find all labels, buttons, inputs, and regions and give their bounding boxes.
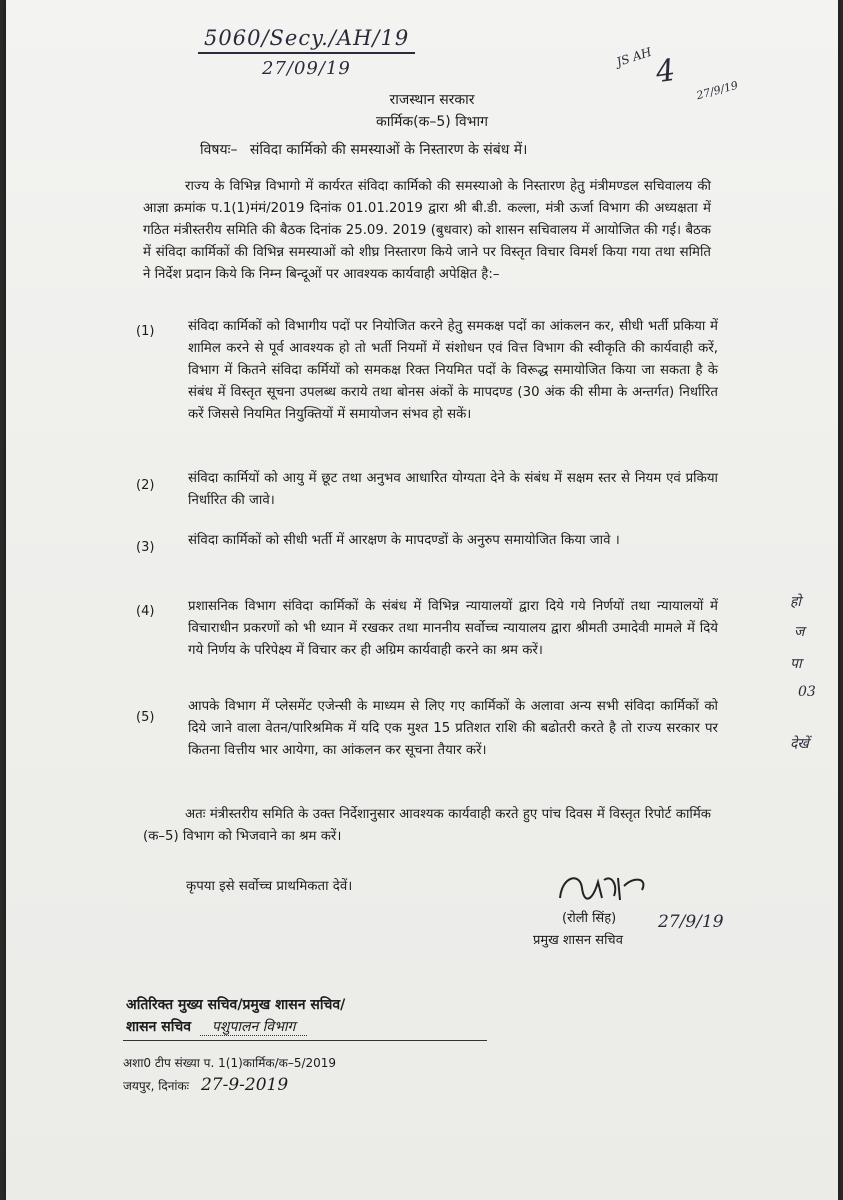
item-number: (4)	[136, 604, 155, 619]
handwritten-reference-date: 27/09/19	[262, 58, 351, 79]
endorsement-block	[123, 1052, 336, 1097]
corner-handwritten-note: JS AH	[614, 44, 654, 70]
margin-note: 03	[798, 684, 816, 700]
signatory-title: प्रमुख शासन सचिव	[533, 933, 623, 948]
endorsement-reference: अशा0 टीप संख्या प. 1(1)कार्मिक/क–5/2019	[123, 1056, 337, 1070]
intro-paragraph: राज्य के विभिन्न विभागो में कार्यरत संविदा कार्मिको की समस्याओ के निस्तारण हेतु मंत्रीमण्डल सचिवालय की आज्ञा क्रमांक प.1(1)मंमं/2019 दिनांक 01.01.2019 द्वारा श्री बी.डी. कल्ला, मंत्री ऊर्जा विभाग की अध्यक्षता में गठित मंत्रीस्तरीय समिति की बैठक दिनांक 25.09. 2019 (बुधवार) को शासन सचिवालय में आयोजित की गई। बैठक में संविदा कार्मिकों की विभिन्न समस्याओं को शीघ्र निस्तारण किये जाने पर विस्तृत विचार विमर्श किया गया तथा समिति ने निर्देश प्रदान किये कि निम्न बिन्दूओं पर आवश्यक कार्यवाही अपेक्षित है:–	[143, 179, 711, 282]
endorsement-place-date	[123, 1074, 336, 1097]
department-heading: कार्मिक(क–5) विभाग	[376, 114, 488, 130]
item-number: (5)	[136, 710, 155, 725]
signature-handwritten-date: 27/9/19	[658, 912, 724, 932]
place-date-label: जयपुर, दिनांकः	[123, 1079, 190, 1093]
handwritten-reference-number: 5060/Secy./AH/19	[198, 26, 415, 54]
item-text: संविदा कार्मिकों को विभागीय पदों पर नियोजित करने हेतु समकक्ष पदों का आंकलन कर, सीधी भर्ती प्रकिया में शामिल करने से पूर्व आवश्यक हो तो भर्ती नियमों में संशोधन एवं वित्त विभाग की स्वीकृति की कार्यवाही करें, विभाग में कितने संविदा कर्मियों को समकक्ष रिक्त नियमित पदों के विरूद्ध समायोजित किया जा सकता है के संबंध में विस्तृत सूचना उपलब्ध कराये तथा बोनस अंकों के मापदण्ड (30 अंक की सीमा के अन्तर्गत) निर्धारित करें जिससे नियमित नियुक्तियों में समायोजन संभव हो सकें।	[188, 319, 718, 422]
subject-text: संविदा कार्मिको की समस्याओं के निस्तारण के संबंध में।	[249, 142, 528, 158]
margin-note: देखें	[790, 736, 809, 752]
closing-paragraph: अतः मंत्रीस्तरीय समिति के उक्त निर्देशानुसार आवश्यक कार्यवाही करते हुए पांच दिवस में विस्तृत रिपोर्ट कार्मिक (क–5) विभाग को भिजवाने का श्रम करें।	[143, 807, 711, 844]
subject-line	[200, 140, 527, 159]
signatory-name: (रोली सिंह)	[562, 911, 617, 926]
margin-note: पा	[790, 656, 802, 672]
item-text: संविदा कार्मिकों को सीधी भर्ती में आरक्षण के मापदण्डों के अनुरुप समायोजित किया जावे ।	[188, 533, 620, 548]
addressee-prefix: शासन सचिव	[126, 1019, 192, 1035]
handwritten-endorsement-date: 27-9-2019	[200, 1075, 289, 1095]
subject-label: विषयः–	[200, 142, 238, 158]
document-page	[6, 0, 838, 1200]
margin-note: हो	[790, 594, 802, 610]
addressee-block	[126, 994, 345, 1038]
addressee-line: अतिरिक्त मुख्य सचिव/प्रमुख शासन सचिव/	[126, 997, 346, 1013]
item-text: आपके विभाग में प्लेसमेंट एजेन्सी के माध्यम से लिए गए कार्मिकों के अलावा अन्य सभी संविदा कार्मिकों को दिये जाने वाला वेतन/पारिश्रमिक में यदि एक मुश्त 15 प्रतिशत राशि की बढोतरी करते है तो राज्य सरकार पर कितना वित्तीय भार आयेगा, का आंकलन कर सूचना तैयार करें।	[188, 699, 718, 758]
signature-image	[552, 868, 652, 908]
corner-handwritten-date: 27/9/19	[695, 78, 740, 103]
item-number: (1)	[136, 324, 155, 339]
corner-initial-mark: 4	[653, 52, 678, 91]
item-text: संविदा कार्मियों को आयु में छूट तथा अनुभव आधारित योग्यता देने के संबंध में सक्षम स्तर से नियम एवं प्रकिया निर्धारित की जावे।	[188, 471, 718, 508]
margin-note: ज	[794, 624, 805, 640]
divider-line	[123, 1040, 487, 1041]
handwritten-department-name: पशुपालन विभाग	[200, 1019, 308, 1036]
item-number: (2)	[136, 478, 155, 493]
government-heading: राजस्थान सरकार	[389, 92, 475, 108]
item-number: (3)	[136, 540, 155, 555]
item-text: प्रशासनिक विभाग संविदा कार्मिकों के संबंध में विभिन्न न्यायालयों द्वारा दिये गये निर्णयों तथा न्यायालयों में विचाराधीन प्रकरणों को भी ध्यान में रखकर तथा माननीय सर्वोच्च न्यायालय द्वारा श्रीमती उमादेवी मामले में दिये गये निर्णय के परिपेक्ष्य में विचार कर ही अग्रिम कार्यवाही करने का श्रम करें।	[188, 599, 718, 658]
addressee-line	[126, 1016, 345, 1038]
priority-note: कृपया इसे सर्वोच्च प्राथमिकता देवें।	[186, 879, 353, 894]
